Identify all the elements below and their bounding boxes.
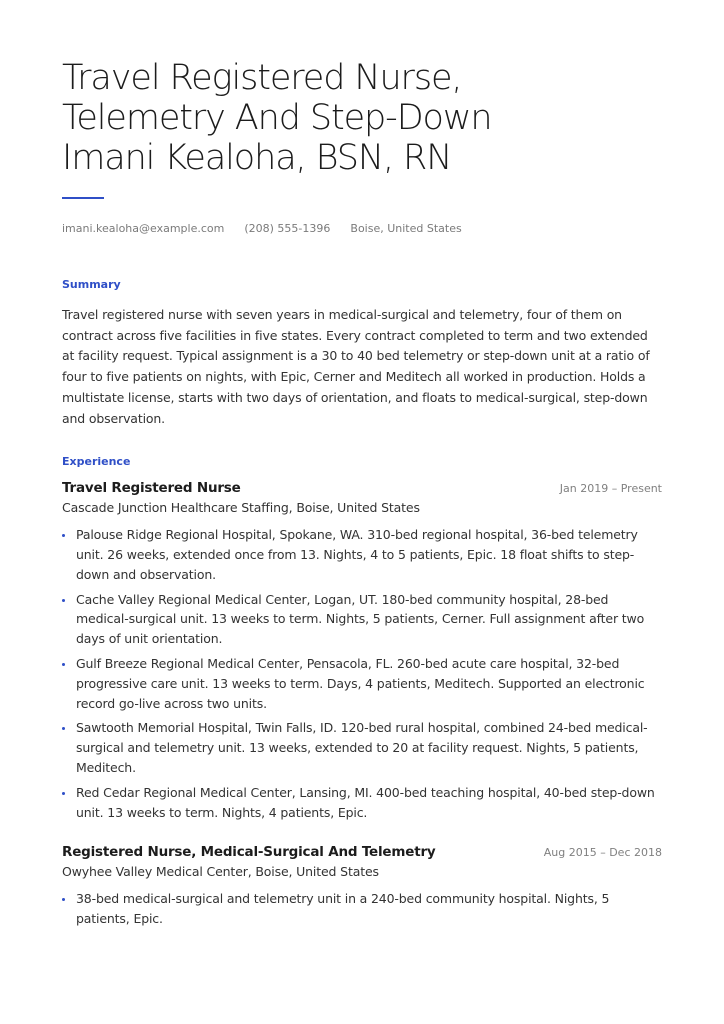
title-line: Telemetry And Step-Down [62,98,492,138]
job-entry [62,844,662,929]
job-dates: Aug 2015 – Dec 2018 [543,846,662,860]
job-bullet: 38-bed medical-surgical and telemetry unit in a 240-bed community hospital. Nights, 5 patients, Epic. [62,889,662,929]
contact-location: Boise, United States [350,222,462,235]
job-dates: Jan 2019 – Present [559,482,662,496]
job-bullet: Cache Valley Regional Medical Center, Logan, UT. 180-bed community hospital, 28-bed medical-surgical unit. 13 weeks to term. Nights, 5 patients, Cerner. Full assignment after two days of unit orientation. [62,590,662,649]
summary-text: Travel registered nurse with seven years in medical-surgical and telemetry, four of them on contract across five facilities in five states. Every contract completed to term and two extended at facility request. Typical assignment is a 30 to 40 bed telemetry or step-down unit at a ratio of four to five patients on nights, with Epic, Cerner and Meditech all worked in production. Holds a multistate license, starts with two days of orientation, and floats to medical-surgical, step-down and observation. [62,307,650,426]
job-bullets [62,889,662,929]
contact-phone[interactable]: (208) 555-1396 [244,222,331,235]
job-company: Cascade Junction Healthcare Staffing, Boise, United States [62,500,420,516]
resume-page [62,58,662,934]
title-line: Travel Registered Nurse, [62,58,462,98]
job-company: Owyhee Valley Medical Center, Boise, United States [62,864,379,880]
job-bullet: Palouse Ridge Regional Hospital, Spokane, WA. 310-bed regional hospital, 36-bed telemetry unit. 26 weeks, extended once from 13. Nights, 4 to 5 patients, Epic. 18 float shifts to step-down and observation. [62,525,662,584]
job-title: Travel Registered Nurse [62,480,241,497]
job-bullets [62,525,662,822]
contact-email[interactable]: imani.kealoha@example.com [62,222,225,235]
job-header [62,480,662,496]
job-bullet: Gulf Breeze Regional Medical Center, Pensacola, FL. 260-bed acute care hospital, 32-bed progressive care unit. 13 weeks to term. Days, 4 patients, Meditech. Supported an electronic record go-live across two units. [62,654,662,713]
contact-info [62,222,662,235]
job-title: Registered Nurse, Medical-Surgical And Telemetry [62,844,436,861]
title-line: Imani Kealoha, BSN, RN [62,138,452,178]
summary-heading: Summary [62,278,121,291]
job-bullet: Sawtooth Memorial Hospital, Twin Falls, ID. 120-bed rural hospital, combined 24-bed medical-surgical and telemetry unit. 13 weeks, extended to 20 at facility request. Nights, 5 patients, Meditech. [62,718,662,777]
experience-heading: Experience [62,455,131,469]
job-bullet: Red Cedar Regional Medical Center, Lansing, MI. 400-bed teaching hospital, 40-bed step-down unit. 13 weeks to term. Nights, 4 patients, Epic. [62,783,662,823]
job-entry [62,480,662,822]
accent-divider [62,197,104,199]
resume-title [62,58,662,178]
job-header [62,844,662,860]
